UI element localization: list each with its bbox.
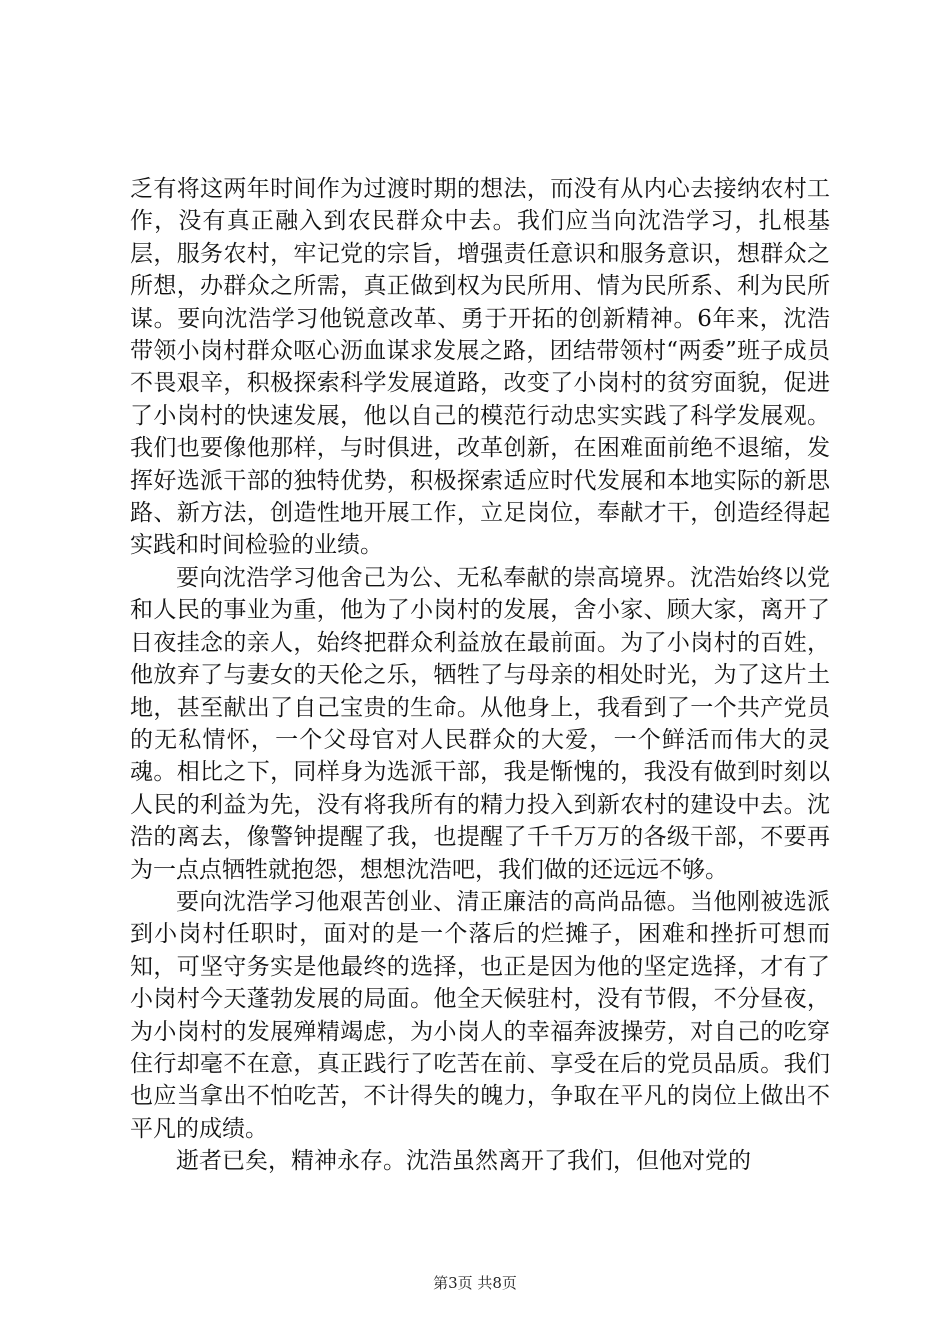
paragraph-1: 乏有将这两年时间作为过渡时期的想法，而没有从内心去接纳农村工作，没有真正融入到农民群众中去。我们应当向沈浩学习，扎根基层，服务农村，牢记党的宗旨，增强责任意识和服务意识，想群众之所想，办群众之所需，真正做到权为民所用、情为民所系、利为民所谋。要向沈浩学习他锐意改革、勇于开拓的创新精神。6年来，沈浩带领小岗村群众呕心沥血谋求发展之路，团结带领村“两委”班子成员不畏艰辛，积极探索科学发展道路，改变了小岗村的贫穷面貌，促进了小岗村的快速发展，他以自己的模范行动忠实实践了科学发展观。我们也要像他那样，与时俱进，改革创新，在困难面前绝不退缩，发挥好选派干部的独特优势，积极探索适应时代发展和本地实际的新思路、新方法，创造性地开展工作，立足岗位，奉献才干，创造经得起实践和时间检验的业绩。: [130, 176, 830, 559]
paragraph-4: 逝者已矣，精神永存。沈浩虽然离开了我们，但他对党的: [176, 1148, 751, 1175]
paragraph-3: 要向沈浩学习他艰苦创业、清正廉洁的高尚品德。当他刚被选派到小岗村任职时，面对的是一个落后的烂摊子，困难和挫折可想而知，可坚守务实是他最终的选择，也正是因为他的坚定选择，才有了小岗村今天蓬勃发展的局面。他全天候驻村，没有节假，不分昼夜，为小岗村的发展殚精竭虑，为小岗人的幸福奔波操劳，对自己的吃穿住行却毫不在意，真正践行了吃苦在前、享受在后的党员品质。我们也应当拿出不怕吃苦，不计得失的魄力，争取在平凡的岗位上做出不平凡的成绩。: [130, 888, 830, 1142]
body-text: [130, 173, 830, 1178]
paragraph-2: 要向沈浩学习他舍己为公、无私奉献的崇高境界。沈浩始终以党和人民的事业为重，他为了小岗村的发展，舍小家、顾大家，离开了日夜挂念的亲人，始终把群众利益放在最前面。为了小岗村的百姓，他放弃了与妻女的天伦之乐，牺牲了与母亲的相处时光，为了这片土地，甚至献出了自己宝贵的生命。从他身上，我看到了一个共产党员的无私情怀，一个父母官对人民群众的大爱，一个鲜活而伟大的灵魂。相比之下，同样身为选派干部，我是惭愧的，我没有做到时刻以人民的利益为先，没有将我所有的精力投入到新农村的建设中去。沈浩的离去，像警钟提醒了我，也提醒了千千万万的各级干部，不要再为一点点牺牲就抱怨，想想沈浩吧，我们做的还远远不够。: [130, 564, 830, 883]
page-number-footer: 第3页 共8页: [433, 1274, 517, 1292]
